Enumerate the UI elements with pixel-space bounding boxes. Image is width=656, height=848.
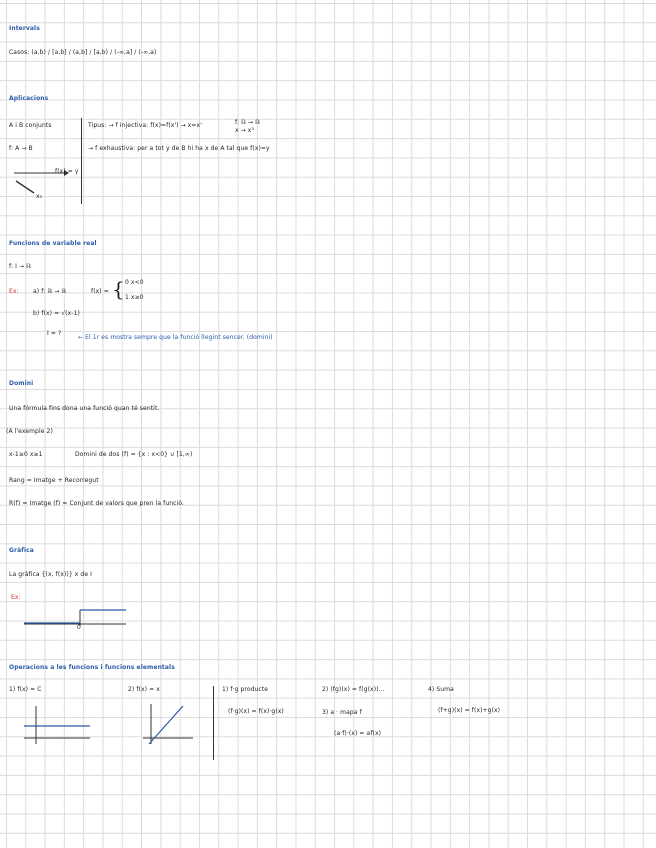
piecewise-brace: { bbox=[112, 277, 125, 301]
op-sum: 4) Suma bbox=[428, 686, 454, 693]
piecewise-case-1: 0 x<0 bbox=[125, 279, 144, 286]
example-b: b) f(x) = √(x-1) bbox=[33, 310, 80, 317]
piecewise-case-2: 1 x≥0 bbox=[125, 294, 144, 301]
domain-note: ← El 1r es mostra sempre que la funció llegint sencer. (domini) bbox=[78, 334, 273, 341]
op-product: 1) f·g producte bbox=[222, 686, 269, 693]
section-title-real-functions: Funcions de variable real bbox=[9, 240, 97, 247]
types-surjective: → f exhaustiva: per a tot y de B hi ha x de A tal que f(x)=y bbox=[88, 145, 270, 152]
op-product-def: (f·g)(x) = f(x)·g(x) bbox=[228, 708, 284, 715]
op-composition: 2) (fg)(x) = f(g(x))... bbox=[322, 686, 385, 693]
domain-line-4: Rang = Imatge + Recorregut bbox=[9, 477, 99, 484]
applications-sets: A i B conjunts bbox=[9, 122, 52, 129]
op-scalar: 3) a · mapa f bbox=[322, 709, 362, 716]
example-label: Ex: bbox=[9, 288, 19, 295]
graph-def: La gràfica {(x, f(x))} x de I bbox=[9, 571, 93, 578]
intervals-list: Casos: (a,b) / [a,b] / (a,b] / [a,b) / (-∞,a] / (-∞,a) bbox=[9, 49, 157, 56]
mapping-label: f(x) = y bbox=[55, 168, 79, 175]
identity-function-graph bbox=[143, 704, 199, 746]
example-a: a) f: ℝ → ℝ bbox=[33, 288, 67, 295]
section-title-applications: Aplicacions bbox=[9, 95, 49, 102]
operations-divider bbox=[213, 686, 214, 760]
domain-line-2: (A l'exemple 2) bbox=[6, 428, 53, 435]
graph-example-label: Ex: bbox=[11, 594, 21, 601]
domain-line-3b: Domini de dos (f) = {x : x<0} ∪ [1,∞) bbox=[75, 451, 193, 458]
section-title-operations: Operacions a les funcions i funcions elementals bbox=[9, 664, 175, 671]
applications-map: f: A → B bbox=[9, 145, 33, 152]
op-scalar-def: (a·f)·(x) = af(x) bbox=[334, 730, 382, 737]
constant-function-graph bbox=[24, 706, 94, 746]
domain-line-5: R(f) = Imatge (f) = Conjunt de valors que pren la funció. bbox=[9, 500, 185, 507]
domain-line-3a: x-1≥0 x≥1 bbox=[9, 451, 43, 458]
real-function-def: f: I → ℝ bbox=[9, 263, 31, 270]
graph-origin-label: 0 bbox=[77, 624, 81, 631]
mapping-sublabel: x₀ bbox=[36, 193, 43, 200]
injective-example-rule: x → x³ bbox=[235, 127, 254, 134]
op-sum-def: (f+g)(x) = f(x)+g(x) bbox=[438, 707, 501, 714]
op-identity: 2) f(x) = x bbox=[128, 686, 160, 693]
injective-example-map: f: ℝ → ℝ bbox=[235, 119, 260, 126]
piecewise-fx: f(x) = bbox=[91, 288, 109, 295]
domain-line-1: Una fórmula fins dona una funció quan té sentit. bbox=[9, 405, 160, 412]
section-title-intervals: Intervals bbox=[9, 25, 40, 32]
section-title-domain: Domini bbox=[9, 380, 34, 387]
types-injective: Tipus: → f injectiva: f(x)=f(x') → x=x' bbox=[88, 122, 202, 129]
op-constant: 1) f(x) = C bbox=[9, 686, 42, 693]
example-c: I = ? bbox=[47, 330, 62, 337]
section-title-graph: Gràfica bbox=[9, 547, 34, 554]
divider-vertical bbox=[81, 118, 82, 204]
